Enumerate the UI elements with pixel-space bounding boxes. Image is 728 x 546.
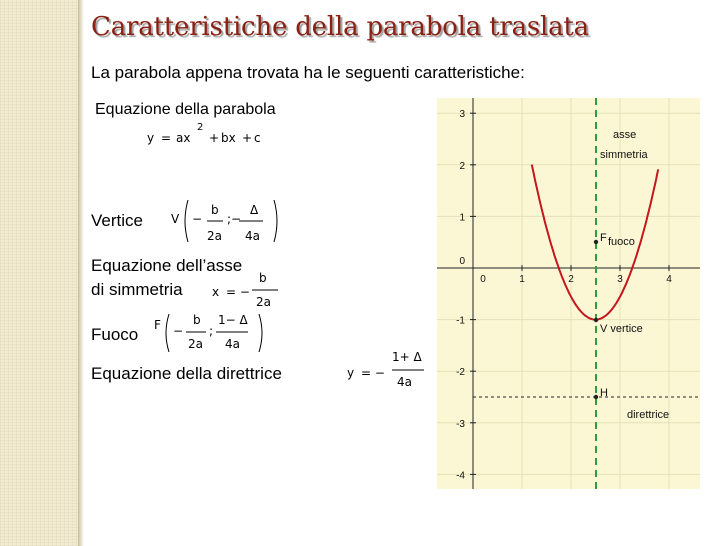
axis-eq-minus: = − <box>226 285 250 299</box>
axis-label-line2: di simmetria <box>91 280 183 299</box>
directrix-fraction-bar <box>390 368 426 372</box>
directrix-eq-minus: = − <box>361 366 385 380</box>
vertex-2a: 2a <box>207 229 222 243</box>
focus-semicolon: ; <box>209 324 214 338</box>
focus-minus: − <box>173 324 184 338</box>
symmetry-label-line2: simmetria <box>600 149 648 161</box>
eq-equals: = <box>161 131 172 145</box>
graph-canvas <box>437 98 700 489</box>
y-tick-label: 2 <box>459 160 465 172</box>
h-point-label: H <box>600 387 608 399</box>
slide-title: Caratteristiche della parabola traslata <box>91 12 589 42</box>
eq-bx: bx <box>221 131 236 145</box>
focus-2a: 2a <box>188 337 203 351</box>
symmetry-label-line1: asse <box>613 129 637 141</box>
vertex-point <box>594 318 598 322</box>
directrix-graph-label: direttrice <box>627 409 670 421</box>
directrix-numerator: 1+ Δ <box>392 350 422 364</box>
axis-x: x <box>212 285 220 299</box>
vertex-point-label: V vertice <box>600 323 643 335</box>
focus-f: F <box>154 318 161 332</box>
eq-c: c <box>254 131 261 145</box>
y-tick-label: 0 <box>459 256 465 267</box>
y-tick-label: 3 <box>459 109 465 121</box>
y-tick-label: 1 <box>459 212 465 224</box>
vertex-v: V <box>171 212 180 226</box>
x-tick-label: 4 <box>666 274 672 285</box>
x-tick-label: 2 <box>568 274 574 285</box>
decorative-band-edge <box>78 0 84 546</box>
vertex-semicolon: ;− <box>227 212 242 226</box>
axis-fraction-bar <box>250 288 280 292</box>
x-tick-label: 1 <box>519 274 525 285</box>
eq-y: y <box>147 131 155 145</box>
y-tick-label: -3 <box>456 418 465 430</box>
vertex-minus: − <box>192 212 203 226</box>
intro-text: La parabola appena trovata ha le seguenti caratteristiche: <box>91 63 525 82</box>
directrix-y: y <box>347 366 355 380</box>
focus-label: Fuoco <box>91 325 139 344</box>
directrix-4a: 4a <box>397 375 412 389</box>
vertex-label: Vertice <box>91 211 143 230</box>
y-tick-label: -4 <box>456 470 465 482</box>
x-tick-label: 3 <box>617 274 623 285</box>
focus-point-sub: fuoco <box>608 236 635 248</box>
h-point <box>594 395 598 399</box>
focus-4a: 4a <box>225 337 240 351</box>
focus-point-label: F <box>600 232 607 244</box>
y-tick-label: -1 <box>456 315 465 327</box>
focus-point <box>594 240 598 244</box>
eq-exponent: 2 <box>197 122 204 133</box>
directrix-label: Equazione della direttrice <box>91 364 282 383</box>
decorative-left-band <box>0 0 78 546</box>
y-tick-label: -2 <box>456 367 465 379</box>
axis-2a: 2a <box>256 295 271 309</box>
equation-label: Equazione della parabola <box>95 101 276 118</box>
focus-numerator: 1− Δ <box>218 313 248 327</box>
vertex-delta: Δ <box>250 203 259 217</box>
axis-b: b <box>259 271 267 285</box>
parabola-graph <box>437 98 700 489</box>
x-tick-label: 0 <box>480 274 486 285</box>
vertex-b: b <box>211 203 219 217</box>
vertex-4a: 4a <box>245 229 260 243</box>
eq-plus-2: + <box>242 131 253 145</box>
focus-b: b <box>193 313 201 327</box>
eq-plus-1: + <box>209 131 220 145</box>
axis-label-line1: Equazione dell’asse <box>91 256 243 275</box>
eq-ax: ax <box>176 131 191 145</box>
